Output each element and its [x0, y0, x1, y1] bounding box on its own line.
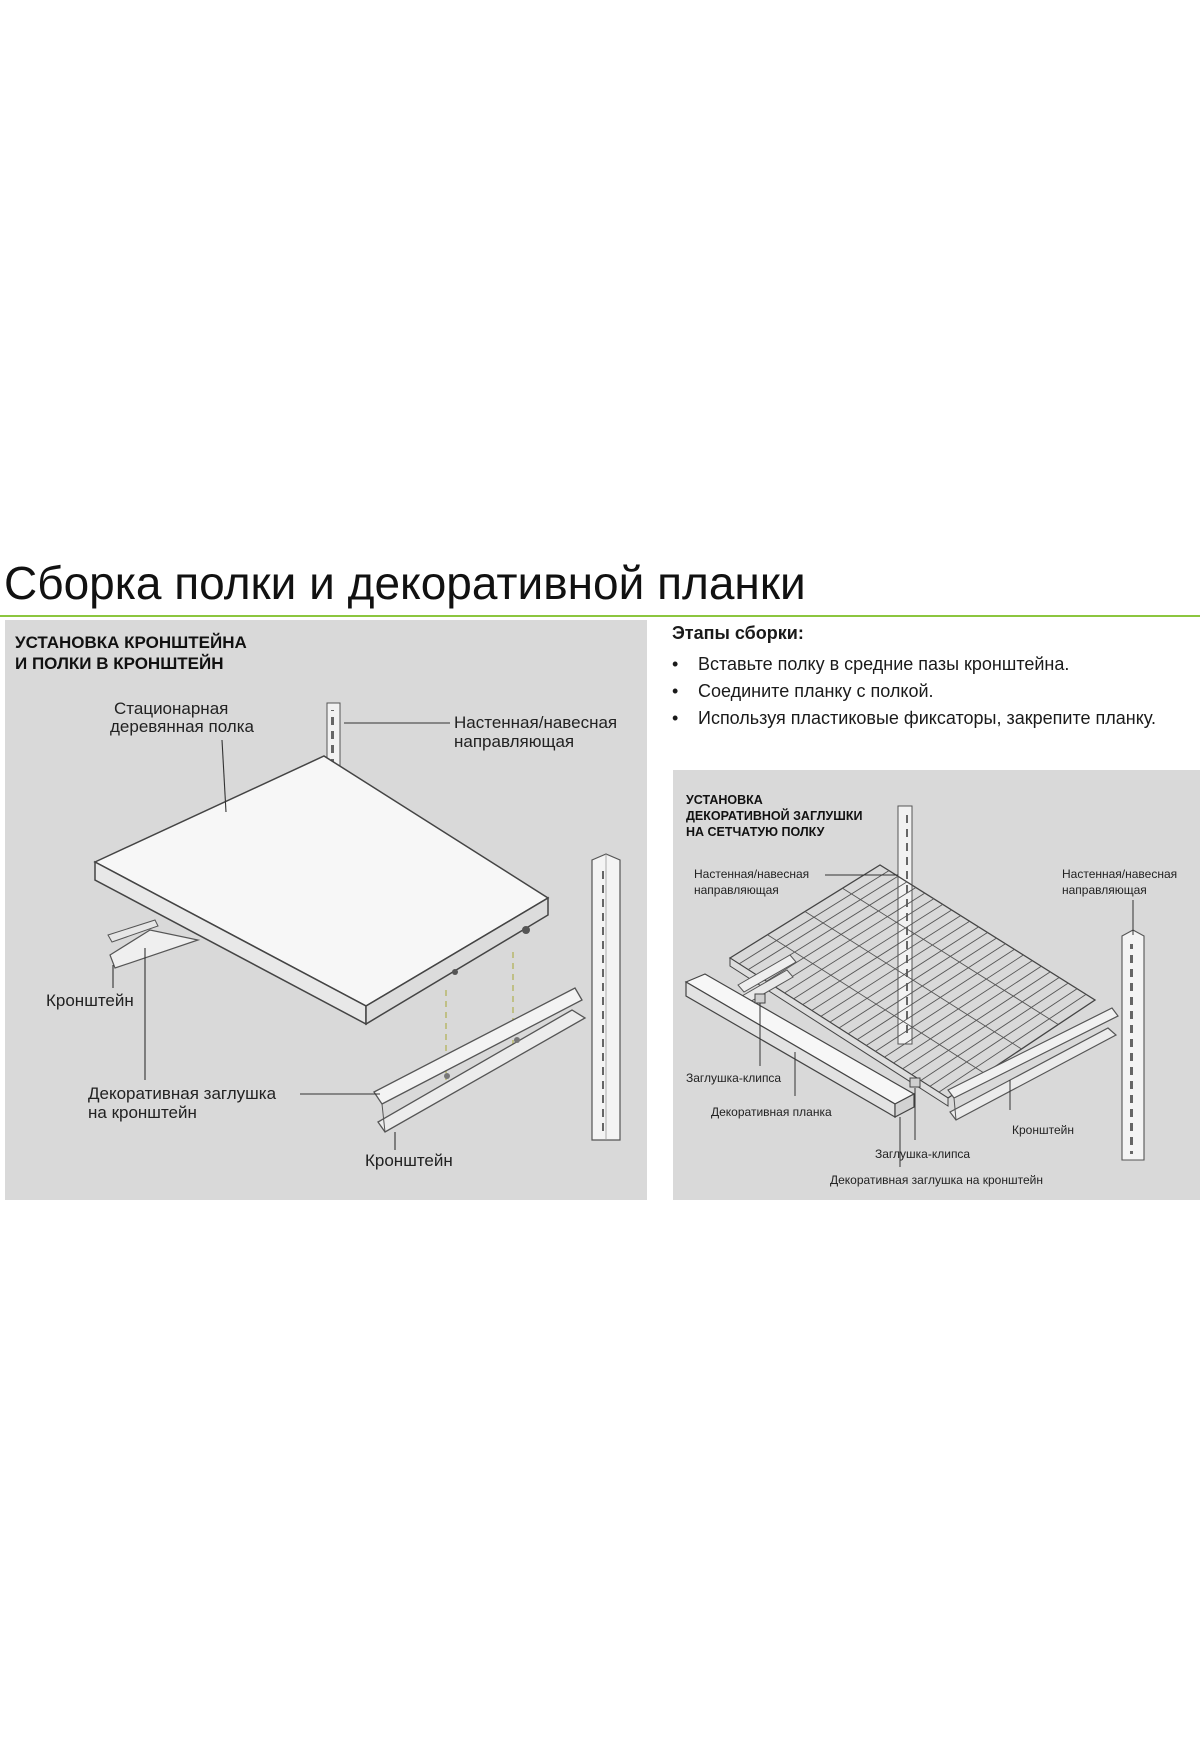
label-rail-left-line2: направляющая — [694, 883, 779, 897]
label-cap-line1: Декоративная заглушка — [88, 1084, 277, 1103]
step-item: • Соедините планку с полкой. — [672, 678, 1192, 705]
step-item: • Вставьте полку в средние пазы кронштейна. — [672, 651, 1192, 678]
right-front-bracket — [948, 1008, 1118, 1120]
clip-right — [910, 1078, 920, 1087]
right-deco-strip — [686, 974, 914, 1117]
label-bracket-cap: Декоративная заглушка на кронштейн — [830, 1173, 1043, 1187]
right-heading-line2: ДЕКОРАТИВНОЙ ЗАГЛУШКИ — [686, 809, 863, 823]
label-shelf-line1: Стационарная — [114, 699, 229, 718]
right-heading-line3: НА СЕТЧАТУЮ ПОЛКУ — [686, 825, 825, 839]
label-bracket-left: Кронштейн — [46, 991, 134, 1010]
label-rail-right-line2: направляющая — [1062, 883, 1147, 897]
left-wooden-shelf — [95, 756, 548, 1024]
step-item: • Используя пластиковые фиксаторы, закрепите планку. — [672, 705, 1192, 732]
steps-list — [672, 651, 1192, 732]
clip-left — [755, 994, 765, 1003]
label-clip-left: Заглушка-клипса — [686, 1071, 782, 1085]
steps-title: Этапы сборки: — [672, 623, 804, 643]
label-cap-line2: на кронштейн — [88, 1103, 197, 1122]
right-front-wall-rail — [1122, 930, 1144, 1160]
left-heading-line1: УСТАНОВКА КРОНШТЕЙНА — [15, 633, 247, 652]
label-clip-bottom: Заглушка-клипса — [875, 1147, 971, 1161]
page-title: Сборка полки и декоративной планки — [4, 557, 806, 609]
label-deco-strip: Декоративная планка — [711, 1105, 832, 1119]
label-bracket: Кронштейн — [1012, 1123, 1074, 1137]
label-rail-right-line1: Настенная/навесная — [1062, 867, 1178, 881]
label-bracket-bottom: Кронштейн — [365, 1151, 453, 1170]
left-front-wall-rail — [592, 854, 620, 1140]
label-shelf-line2: деревянная полка — [110, 717, 254, 736]
left-front-bracket — [374, 988, 585, 1132]
left-heading-line2: И ПОЛКИ В КРОНШТЕЙН — [15, 654, 224, 673]
label-rail-line2: направляющая — [454, 732, 575, 751]
label-rail-line1: Настенная/навесная — [454, 713, 618, 732]
label-rail-left-line1: Настенная/навесная — [694, 867, 810, 881]
right-heading-line1: УСТАНОВКА — [686, 793, 763, 807]
